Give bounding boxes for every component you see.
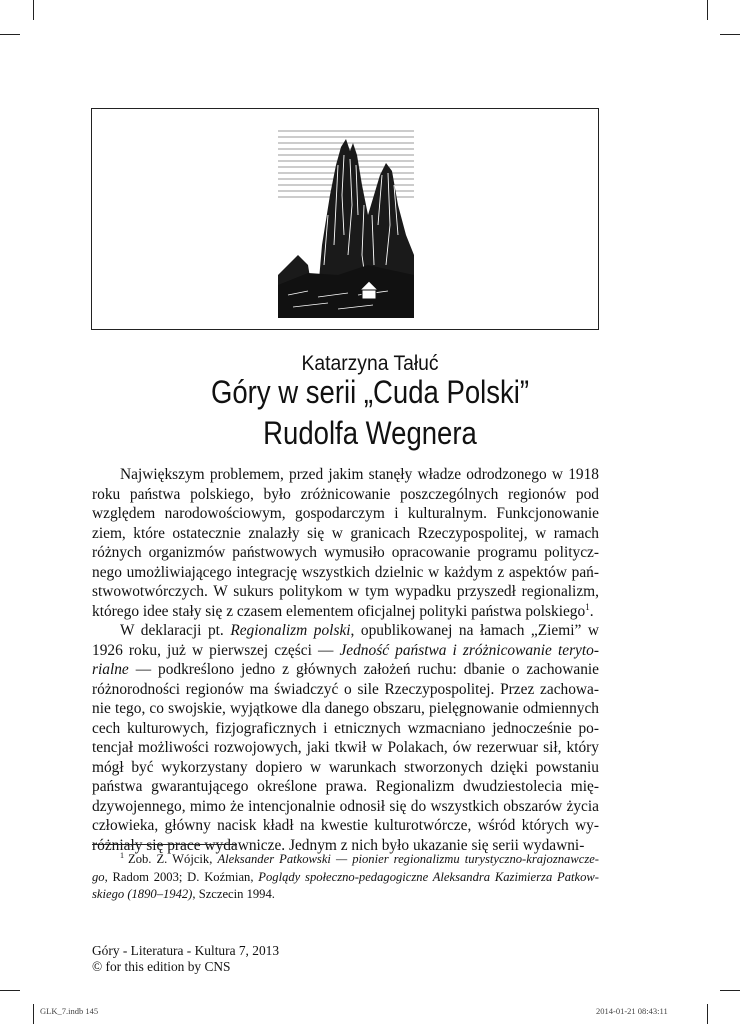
crop-mark [707,1004,708,1024]
article-body [92,465,599,855]
journal-info [92,943,279,975]
copyright-line: © for this edition by CNS [92,959,231,974]
footnote-reference[interactable]: 1 [585,601,590,612]
crop-mark [33,1004,34,1024]
crop-mark [0,990,20,991]
crop-mark [720,34,740,35]
crop-mark [720,990,740,991]
author-name: Katarzyna Tałuć [301,352,439,375]
footnote-divider [92,844,237,845]
article-title-line-2: Rudolfa Wegnera [263,415,477,451]
crop-mark [0,34,20,35]
paragraph-2: W deklaracji pt. Regionalizm polski, opublikowanej na łamach „Ziemi” w 1926 roku, już w pierwszej części — Jedność państwa i zróżnicowanie teryto-rialne — podkreślono jedno z głównych założeń ruchu: dbanie o zachowanie różnorodności regionów ma świadczyć o sile Rzeczypospolitej. Przez zachowa-nie tego, co swojskie, wyjątkowe dla danego obszaru, pielęgnowanie odmiennych cech kulturowych, fizjograficznych i etnicznych wzmacniano jednocześnie po-tencjał możliwości rozwojowych, jaki tkwił w Polakach, ów rezerwuar sił, który mógł być wykorzystany dopiero w warunkach stworzonych dzięki powstaniu państwa gwarantującego określone prawa. Regionalizm dwudziestolecia mię-dzywojennego, mimo że intencjonalnie odnosił się do wszystkich obszarów życia człowieka, główny nacisk kładł na kwestie kulturotwórcze, wśród których wy-różniały się prace wydawnicze. Jednym z nich było ukazanie się serii wydawni- [92,622,599,854]
article-title-line-1: Góry w serii „Cuda Polski” [210,374,530,410]
mountain-engraving-icon [278,125,414,318]
crop-mark [707,0,708,20]
print-slug-file: GLK_7.indb 145 [40,1006,99,1016]
journal-citation: Góry - Literatura - Kultura 7, 2013 [92,943,280,958]
paragraph-1: Największym problemem, przed jakim stanęły władze odrodzonego w 1918 roku państwa polskiego, było zróżnicowanie poszczególnych regionów pod względem narodowościowym, gospodarczym i kulturalnym. Funkcjonowanie ziem, które ostatecznie znalazły się w granicach Rzeczypospolitej, w ramach różnych organizmów państwowych wymusiło opracowanie programu politycz-nego umożliwiającego integrację wszystkich dzielnic w każdym z aspektów pań-stwowotwórczych. W sukurs politykom w tym wypadku przyszedł regionalizm, którego idee stały się z czasem elementem oficjalnej polityki państwa polskiego$^1$. [92,466,599,620]
print-slug-timestamp: 2014-01-21 08:43:11 [596,1006,668,1016]
crop-mark [33,0,34,20]
footnote: $^1$ Zob. Z. Wójcik, Aleksander Patkowski — pionier regionalizmu turystyczno-krajoznawcze-go, Radom 2003; D. Koźmian, Poglądy społeczno-pedagogiczne Aleksandra Kazimierza Patkow-skiego (1890–1942), Szczecin 1994. [92,850,600,901]
footnote-number: 1 [120,850,124,860]
illustration-frame [91,108,599,330]
